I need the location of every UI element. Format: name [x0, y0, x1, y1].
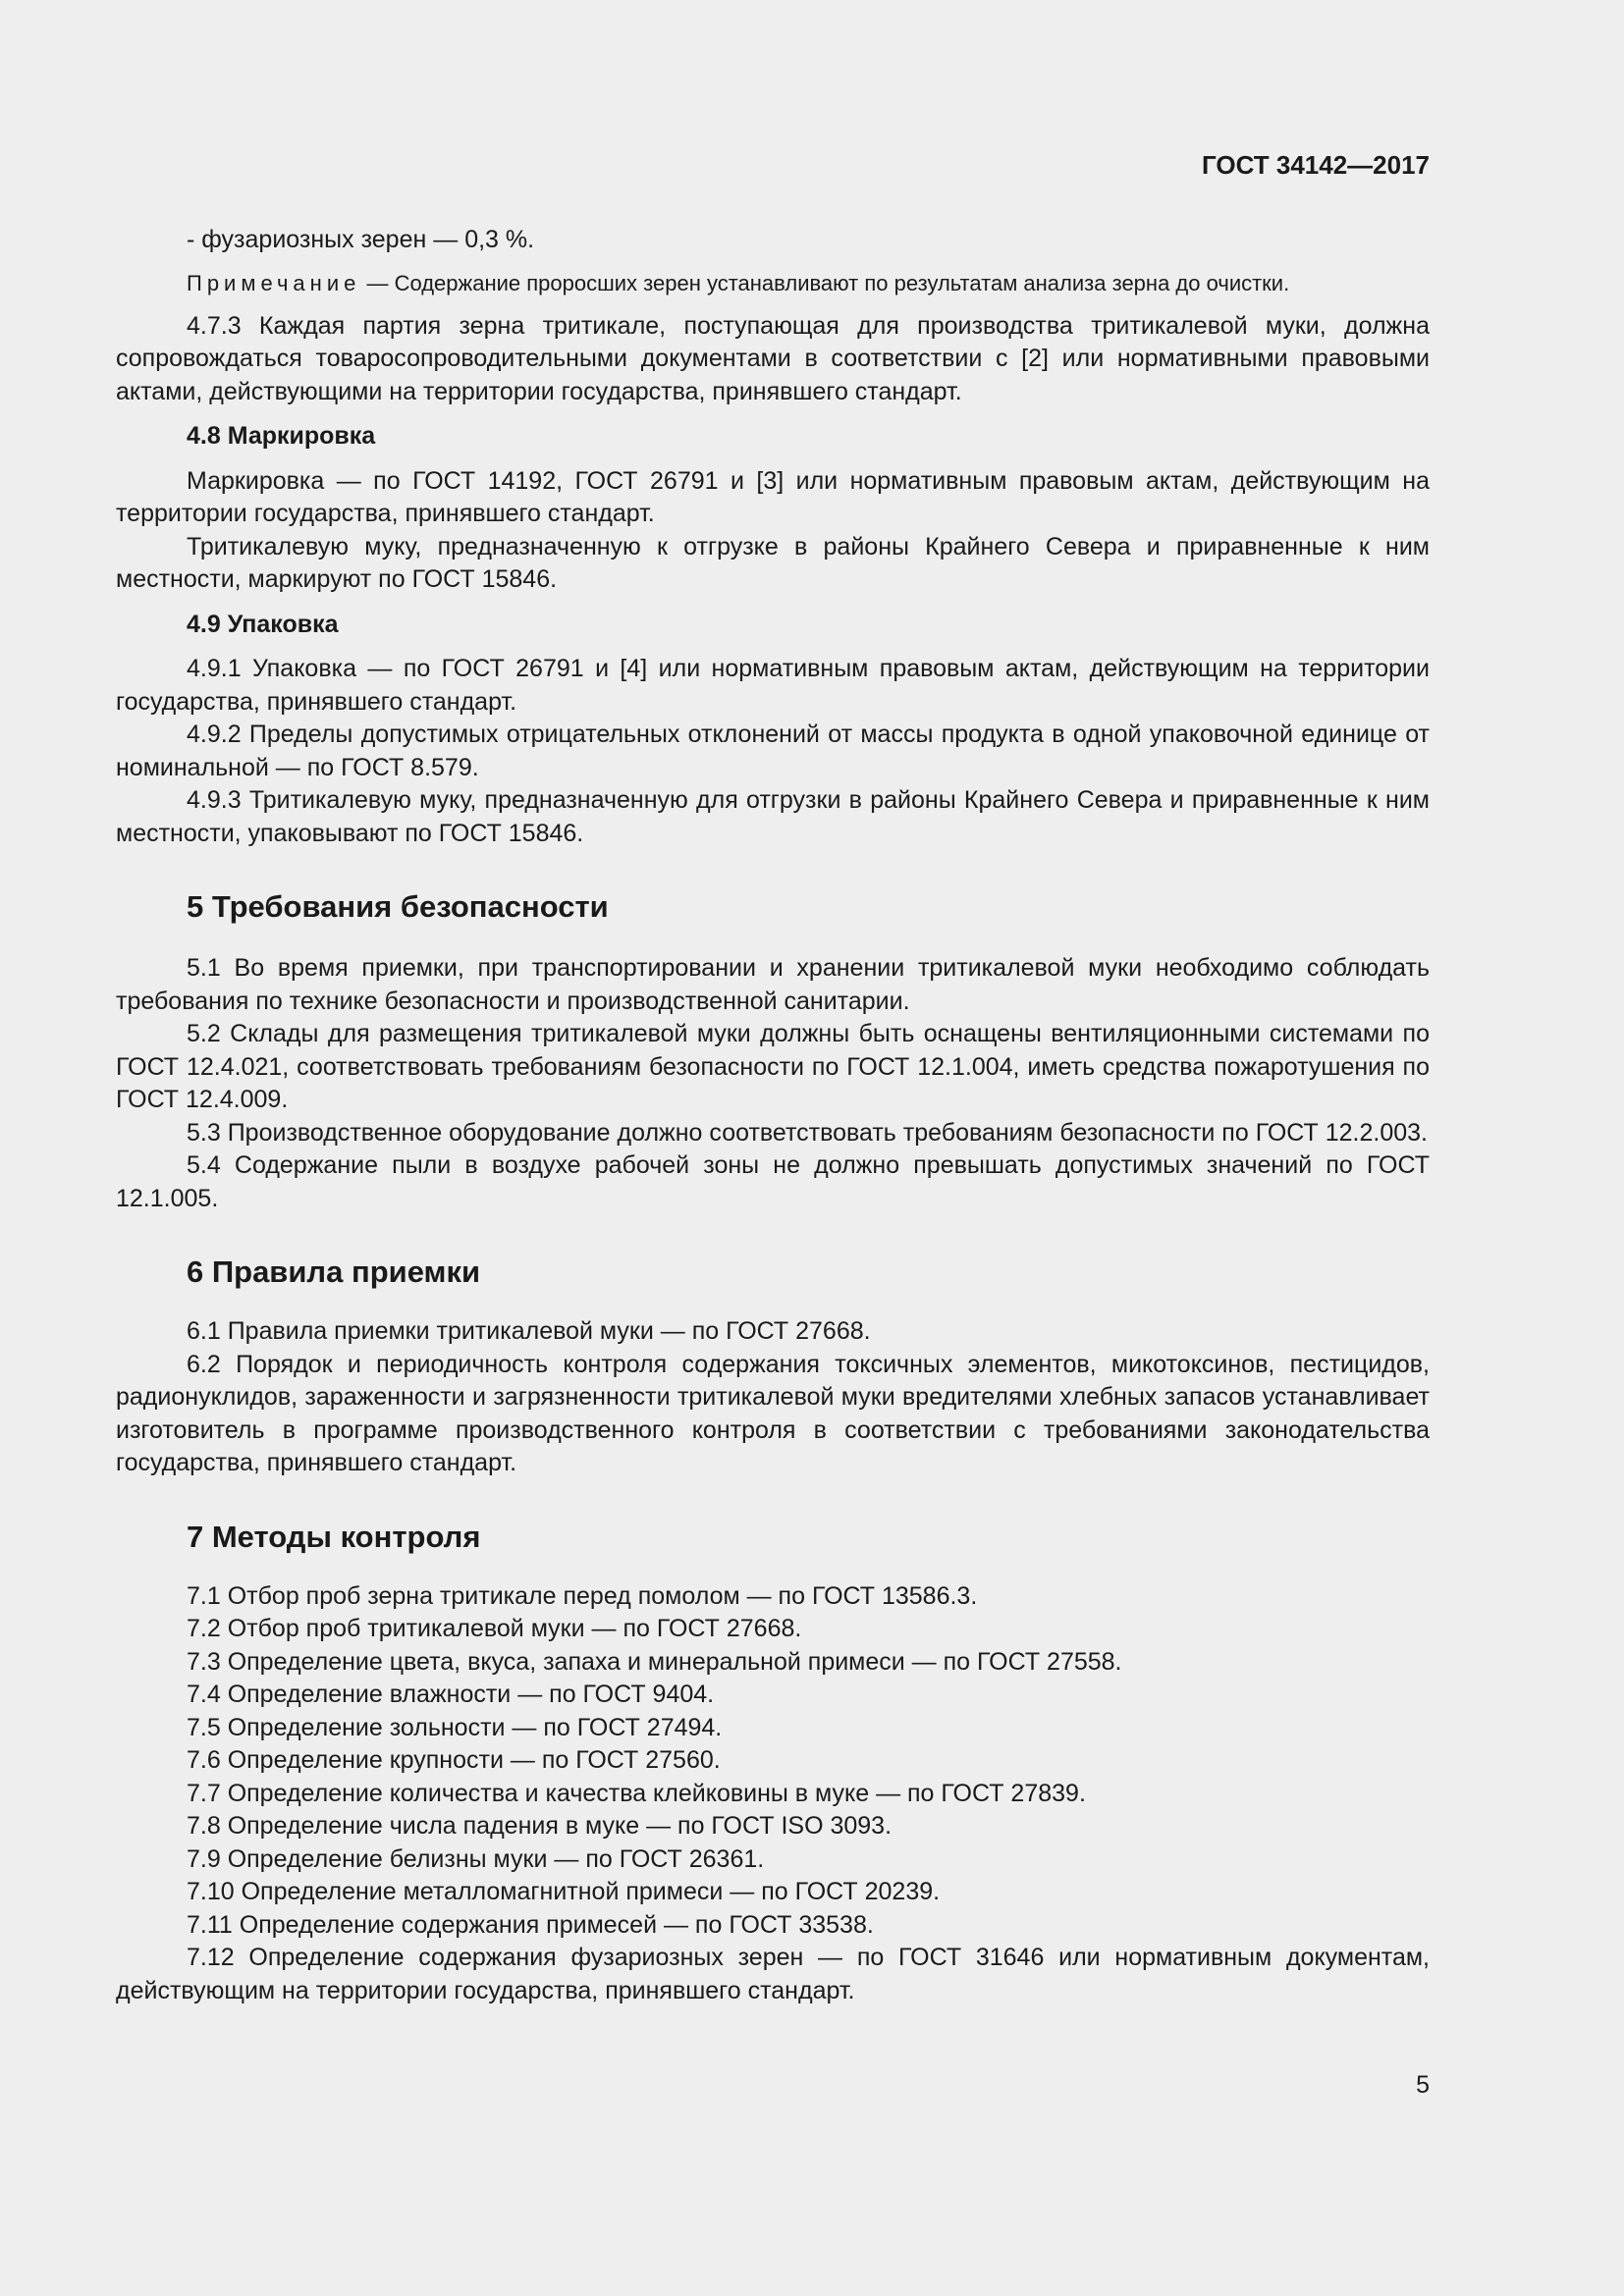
list-item: 7.8 Определение числа падения в муке — по ГОСТ ISO 3093.	[187, 1812, 893, 1840]
paragraph-4-9-1: 4.9.1 Упаковка — по ГОСТ 26791 и [4] или нормативным правовым актам, действующим на территории государства, принявшего стандарт.	[116, 655, 1430, 716]
paragraph-4-7-3: 4.7.3 Каждая партия зерна тритикале, поступающая для производства тритикалевой муки, должна сопровождаться товаросопроводительными документами в соответствии с [2] или нормативными правовыми актами, действующими на территории государства, принявшего стандарт.	[116, 311, 1430, 405]
section-heading-5: 5 Требования безопасности	[187, 889, 609, 924]
paragraph-6-1: 6.1 Правила приемки тритикалевой муки — по ГОСТ 27668.	[187, 1317, 871, 1345]
subheading-4-9: 4.9 Упаковка	[187, 610, 339, 638]
note-text: — Содержание проросших зерен устанавливают по результатам анализа зерна до очистки.	[360, 270, 1290, 295]
list-item: 7.5 Определение зольности — по ГОСТ 27494.	[187, 1713, 723, 1741]
paragraph-fusarium: - фузариозных зерен — 0,3 %.	[187, 226, 535, 253]
paragraph-7-12: 7.12 Определение содержания фузариозных зерен — по ГОСТ 31646 или нормативным документам, действующим на территории государства, принявшего стандарт.	[116, 1944, 1430, 2004]
list-item: 7.11 Определение содержания примесей — по ГОСТ 33538.	[187, 1910, 874, 1939]
page-number: 5	[1416, 2071, 1430, 2099]
document-id: ГОСТ 34142—2017	[1202, 150, 1430, 180]
paragraph-4-9-2: 4.9.2 Пределы допустимых отрицательных отклонений от массы продукта в одной упаковочной единице от номинальной — по ГОСТ 8.579.	[116, 721, 1430, 781]
note-label: Примечание	[187, 270, 361, 295]
document-page	[116, 0, 1430, 2296]
paragraph-5-1: 5.1 Во время приемки, при транспортировании и хранении тритикалевой муки необходимо соблюдать требования по технике безопасности и производственной санитарии.	[116, 954, 1430, 1015]
paragraph-5-3: 5.3 Производственное оборудование должно соответствовать требованиям безопасности по ГОСТ 12.2.003.	[187, 1118, 1428, 1147]
paragraph-4-8-a: Маркировка — по ГОСТ 14192, ГОСТ 26791 и [3] или нормативным правовым актам, действующим на территории государства, принявшего стандарт.	[116, 466, 1430, 527]
subheading-4-8: 4.8 Маркировка	[187, 422, 376, 450]
note	[116, 269, 1430, 298]
list-item: 7.4 Определение влажности — по ГОСТ 9404.	[187, 1681, 715, 1708]
methods-list	[116, 1580, 1430, 1943]
list-item: 7.6 Определение крупности — по ГОСТ 27560.	[187, 1746, 721, 1774]
list-item: 7.1 Отбор проб зерна тритикале перед помолом — по ГОСТ 13586.3.	[187, 1581, 978, 1610]
paragraph-4-9-3: 4.9.3 Тритикалевую муку, предназначенную для отгрузки в районы Крайнего Севера и приравненные к ним местности, упаковывают по ГОСТ 15846.	[116, 786, 1430, 847]
document-body	[116, 224, 1430, 2007]
paragraph-6-2: 6.2 Порядок и периодичность контроля содержания токсичных элементов, микотоксинов, пестицидов, радионуклидов, зараженности и загрязненности тритикалевой муки вредителями хлебных запасов устанавливает изготовитель в программе производственного контроля в соответствии с требованиями законодательства государства, принявшего стандарт.	[116, 1350, 1430, 1476]
list-item: 7.2 Отбор проб тритикалевой муки — по ГОСТ 27668.	[187, 1615, 802, 1642]
paragraph-5-4: 5.4 Содержание пыли в воздухе рабочей зоны не должно превышать допустимых значений по ГОСТ 12.1.005.	[116, 1151, 1430, 1212]
paragraph-4-8-b: Тритикалевую муку, предназначенную к отгрузке в районы Крайнего Севера и приравненные к ним местности, маркируют по ГОСТ 15846.	[116, 532, 1430, 593]
list-item: 7.3 Определение цвета, вкуса, запаха и минеральной примеси — по ГОСТ 27558.	[187, 1647, 1122, 1676]
list-item: 7.10 Определение металломагнитной примеси — по ГОСТ 20239.	[187, 1878, 941, 1905]
section-heading-6: 6 Правила приемки	[187, 1255, 481, 1289]
section-heading-7: 7 Методы контроля	[187, 1519, 481, 1554]
list-item: 7.9 Определение белизны муки — по ГОСТ 26361.	[187, 1844, 765, 1873]
paragraph-5-2: 5.2 Склады для размещения тритикалевой муки должны быть оснащены вентиляционными системами по ГОСТ 12.4.021, соответствовать требованиям безопасности по ГОСТ 12.1.004, иметь средства пожаротушения по ГОСТ 12.4.009.	[116, 1020, 1430, 1113]
list-item: 7.7 Определение количества и качества клейковины в муке — по ГОСТ 27839.	[187, 1779, 1086, 1807]
